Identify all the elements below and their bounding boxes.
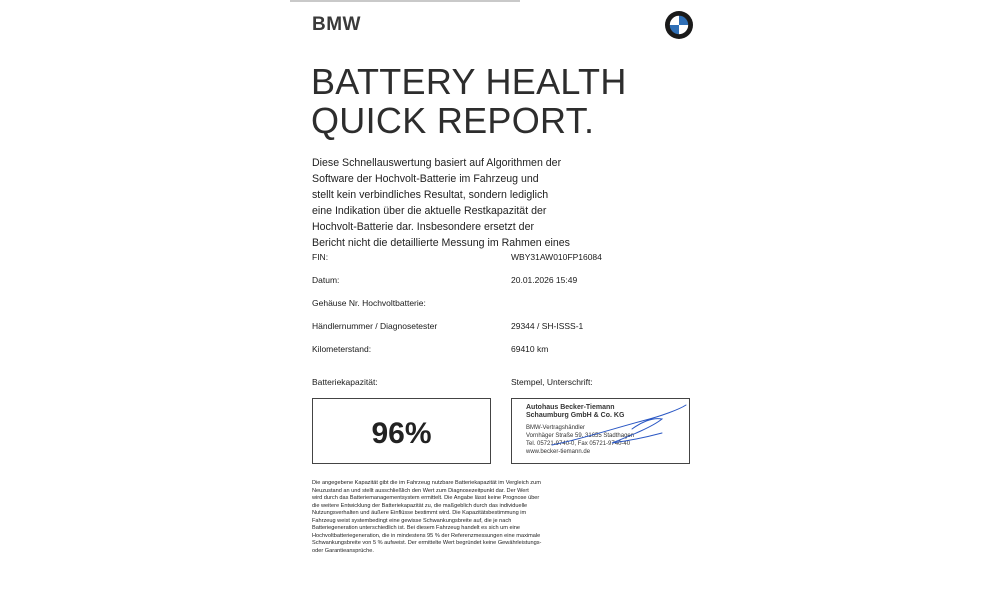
detail-row-date	[312, 273, 692, 296]
detail-value: 69410 km	[511, 344, 549, 354]
detail-label: Gehäuse Nr. Hochvoltbatterie:	[312, 298, 426, 308]
signature-icon	[512, 399, 689, 463]
title-line-2: QUICK REPORT.	[311, 100, 595, 141]
disclaimer-line: Fahrzeug weist systembedingt eine gewisse Schwankungsbreite auf, die je nach	[312, 517, 512, 524]
report-title	[311, 62, 627, 140]
disclaimer-line: Nutzungsverhalten und äußere Einflüsse bestimmt wird. Die Kapazitätsbestimmung im	[312, 510, 527, 516]
vehicle-details	[312, 250, 692, 365]
detail-value: 20.01.2026 15:49	[511, 275, 578, 285]
disclaimer-line: Batteriegeneration unterschiedlich ist. Bei diesem Fahrzeug handelt es sich um eine	[312, 525, 521, 531]
disclaimer-text	[312, 480, 597, 555]
stamp-company-line-2: Schaumburg GmbH & Co. KG	[526, 412, 625, 419]
disclaimer-line: Neuzustand an und stellt ausschließlich den Wert zum Diagnosezeitpunkt dar. Der Wert	[312, 487, 529, 494]
intro-line: Software der Hochvolt-Batterie im Fahrzeug und	[312, 173, 539, 185]
stamp-line: Tel. 05721-9740-0, Fax 05721-9740-40	[526, 441, 631, 447]
capacity-label: Batteriekapazität:	[312, 377, 378, 387]
detail-label: Händlernummer / Diagnosetester	[312, 321, 438, 331]
disclaimer-line: die weitere Entwicklung der Batteriekapazität zu, die maßgeblich durch das individuelle	[312, 502, 528, 509]
intro-line: Hochvolt-Batterie dar. Insbesondere ersetzt der	[312, 221, 534, 233]
stamp-line: www.becker-tiemann.de	[526, 449, 591, 455]
capacity-value: 96%	[371, 417, 432, 450]
intro-line: Bericht nicht die detaillierte Messung im Rahmen eines	[312, 237, 570, 249]
detail-label: FIN:	[312, 252, 329, 262]
disclaimer-line: Hochvoltbatteriegeneration, die in mindestens 95 % der Referenzmessungen eine maximale	[312, 532, 541, 539]
detail-row-fin	[312, 250, 692, 273]
intro-line: stellt kein verbindliches Resultat, sondern lediglich	[312, 189, 549, 201]
detail-row-dealer	[312, 319, 692, 342]
detail-value: WBY31AW010FP16084	[511, 252, 602, 262]
detail-row-housing-number	[312, 296, 692, 319]
stamp-line: Vornhäger Straße 59, 31655 Stadthagen	[526, 433, 635, 439]
stamp-label: Stempel, Unterschrift:	[511, 377, 593, 387]
bmw-logo-icon	[664, 10, 694, 40]
intro-line: Diese Schnellauswertung basiert auf Algorithmen der	[312, 157, 562, 169]
stamp-line: BMW-Vertragshändler	[526, 425, 585, 431]
capacity-box	[312, 398, 491, 464]
stamp-company-line-1: Autohaus Becker-Tiemann	[526, 404, 615, 411]
intro-line: eine Indikation über die aktuelle Restkapazität der	[312, 205, 547, 217]
disclaimer-line: oder Garantieansprüche.	[312, 547, 374, 554]
disclaimer-line: wird durch das Batteriemanagementsystem ermittelt. Die Angabe lässt keine Prognose über	[312, 495, 540, 501]
detail-label: Kilometerstand:	[312, 344, 372, 354]
brand-name: BMW	[312, 14, 361, 35]
disclaimer-line: Schwankungsbreite von 5 % aufweist. Der ermittelte Wert begründet keine Gewährleistungs-	[312, 540, 542, 546]
detail-value: 29344 / SH-ISSS-1	[511, 321, 584, 331]
scan-edge-line	[290, 0, 520, 2]
detail-row-mileage	[312, 342, 692, 365]
detail-label: Datum:	[312, 275, 340, 285]
stamp-box	[511, 398, 690, 464]
disclaimer-line: Die angegebene Kapazität gibt die im Fahrzeug nutzbare Batteriekapazität im Vergleich zum	[312, 480, 541, 486]
title-line-1: BATTERY HEALTH	[311, 61, 627, 102]
intro-paragraph	[312, 155, 612, 249]
